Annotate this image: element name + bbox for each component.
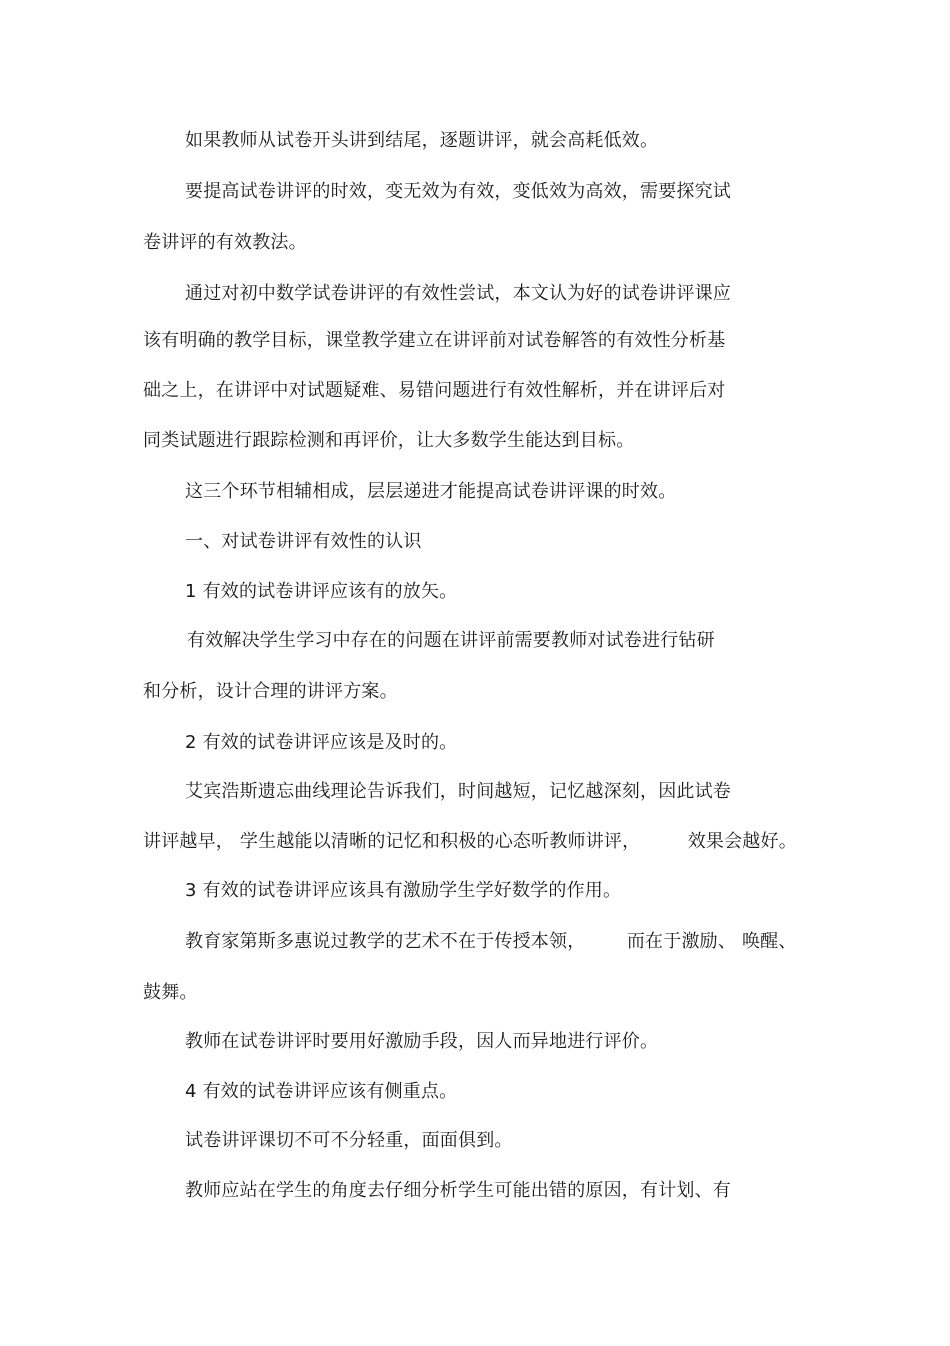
paragraph-line: 和分析，设计合理的讲评方案。 bbox=[143, 681, 398, 702]
paragraph-line: 试卷讲评课切不可不分轻重，面面俱到。 bbox=[185, 1130, 513, 1151]
paragraph-line: 卷讲评的有效教法。 bbox=[143, 232, 307, 253]
subsection-heading: 4 有效的试卷讲评应该有侧重点。 bbox=[185, 1081, 458, 1102]
paragraph-line: 教师应站在学生的角度去仔细分析学生可能出错的原因，有计划、有 bbox=[185, 1180, 731, 1201]
paragraph-line: 同类试题进行跟踪检测和再评价，让大多数学生能达到目标。 bbox=[143, 430, 635, 451]
paragraph-line: 鼓舞。 bbox=[143, 982, 198, 1003]
paragraph-line: 础之上，在讲评中对试题疑难、易错问题进行有效性解析，并在讲评后对 bbox=[143, 380, 726, 401]
paragraph-line: 这三个环节相辅相成，层层递进才能提高试卷讲评课的时效。 bbox=[185, 481, 677, 502]
paragraph-line: 该有明确的教学目标，课堂教学建立在讲评前对试卷解答的有效性分析基 bbox=[143, 330, 726, 351]
paragraph-line: 有效解决学生学习中存在的问题在讲评前需要教师对试卷进行钻研 bbox=[187, 630, 715, 651]
subsection-heading: 2 有效的试卷讲评应该是及时的。 bbox=[185, 732, 458, 753]
paragraph-line: 如果教师从试卷开头讲到结尾，逐题讲评，就会高耗低效。 bbox=[185, 130, 659, 151]
section-heading: 一、对试卷讲评有效性的认识 bbox=[185, 531, 422, 552]
paragraph-line: 艾宾浩斯遗忘曲线理论告诉我们，时间越短，记忆越深刻，因此试卷 bbox=[185, 781, 731, 802]
subsection-heading: 3 有效的试卷讲评应该具有激励学生学好数学的作用。 bbox=[185, 880, 622, 901]
paragraph-line: 讲评越早， 学生越能以清晰的记忆和积极的心态听教师讲评， 效果会越好。 bbox=[143, 831, 797, 852]
paragraph-line: 要提高试卷讲评的时效，变无效为有效，变低效为高效，需要探究试 bbox=[185, 181, 731, 202]
paragraph-line: 通过对初中数学试卷讲评的有效性尝试，本文认为好的试卷讲评课应 bbox=[185, 283, 731, 304]
paragraph-line: 教育家第斯多惠说过教学的艺术不在于传授本领， 而在于激励、 唤醒、 bbox=[185, 931, 797, 952]
paragraph-line: 教师在试卷讲评时要用好激励手段，因人而异地进行评价。 bbox=[185, 1031, 659, 1052]
subsection-heading: 1 有效的试卷讲评应该有的放矢。 bbox=[185, 581, 458, 602]
